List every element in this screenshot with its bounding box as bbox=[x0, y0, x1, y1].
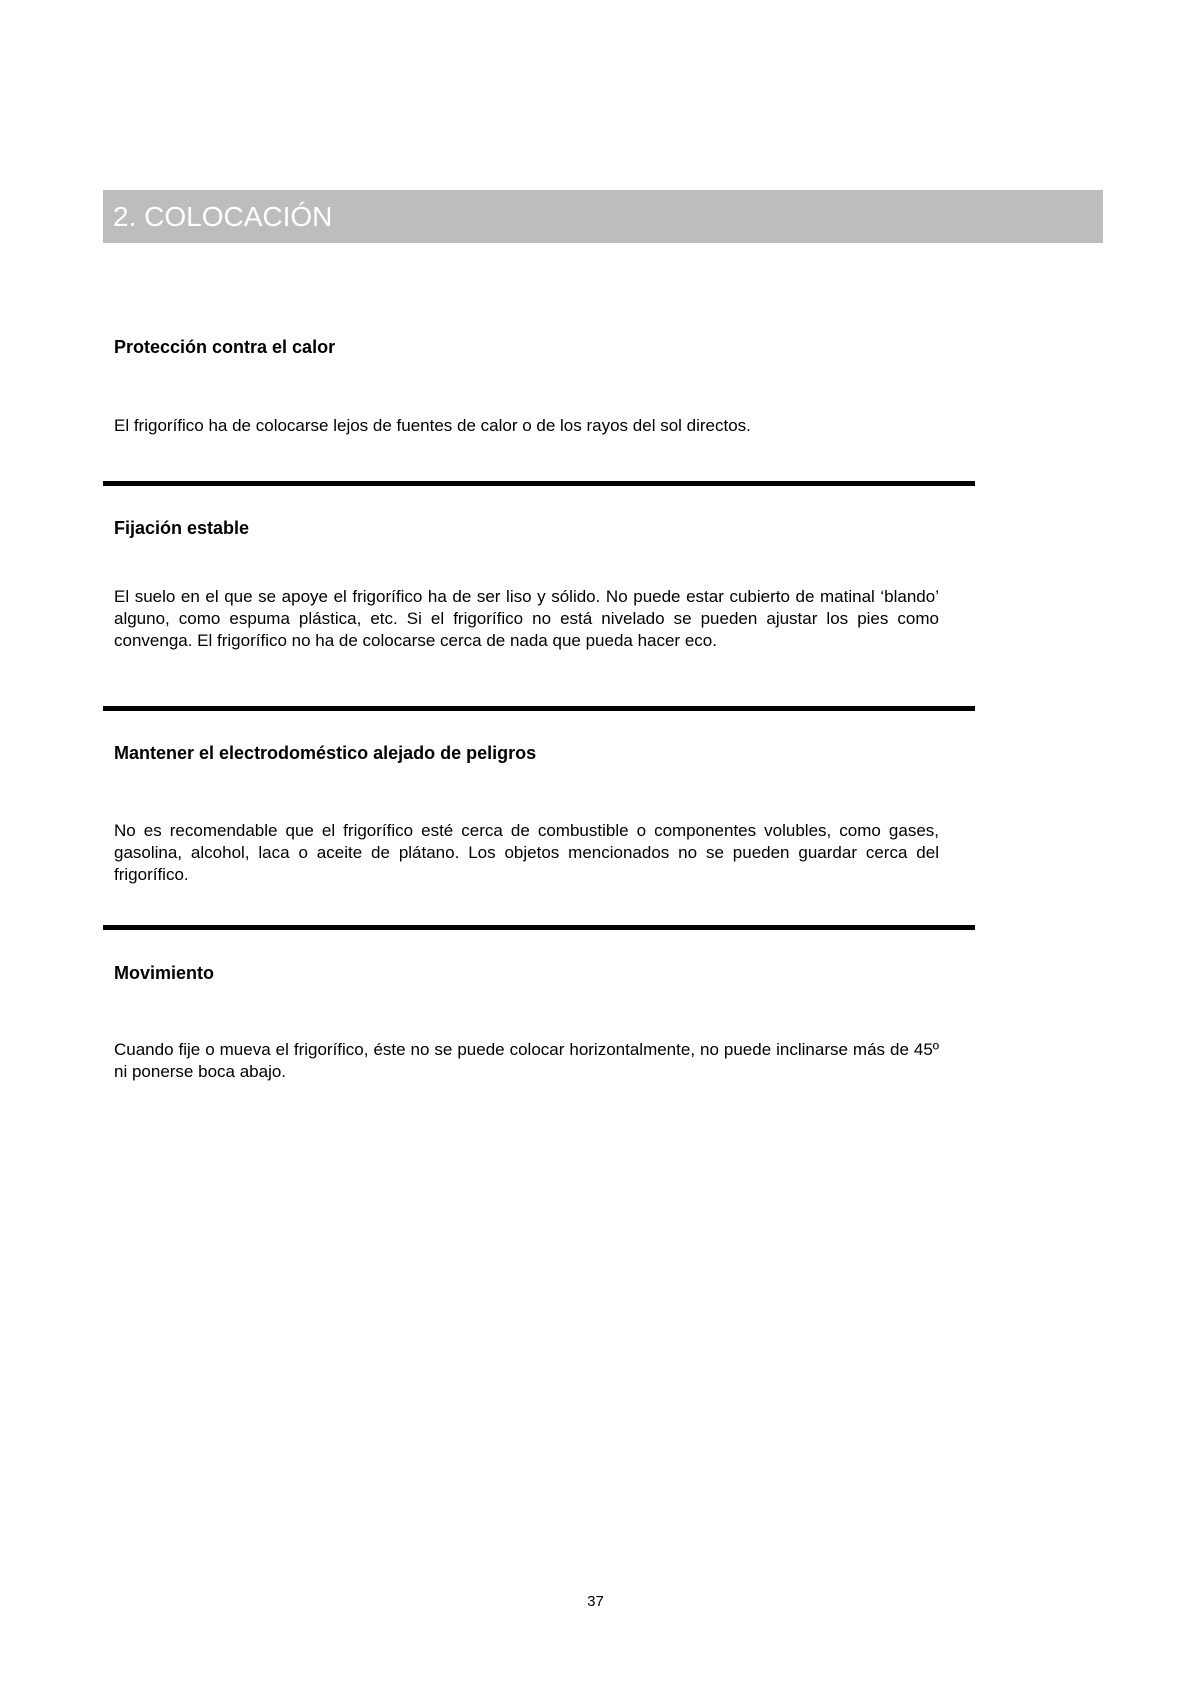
section-title-bar bbox=[103, 190, 1103, 243]
section-divider bbox=[103, 481, 975, 486]
paragraph-hazards: No es recomendable que el frigorífico esté cerca de combustible o componentes volubles, como gases, gasolina, alcohol, laca o aceite de plátano. Los objetos mencionados no se pueden guardar cerca del frigorífico. bbox=[114, 821, 939, 884]
heading-stable-fixing: Fijación estable bbox=[114, 518, 250, 538]
page-number: 37 bbox=[587, 1593, 604, 1610]
section-title: 2. COLOCACIÓN bbox=[113, 201, 333, 232]
paragraph-movement: Cuando fije o mueva el frigorífico, éste no se puede colocar horizontalmente, no puede inclinarse más de 45º ni ponerse boca abajo. bbox=[114, 1040, 939, 1081]
section-divider bbox=[103, 706, 975, 711]
paragraph-stable-fixing: El suelo en el que se apoye el frigorífico ha de ser liso y sólido. No puede estar cubierto de matinal ‘blando’ alguno, como espuma plástica, etc. Si el frigorífico no está nivelado se pueden ajustar los pies como convenga. El frigorífico no ha de colocarse cerca de nada que pueda hacer eco. bbox=[114, 587, 939, 650]
paragraph-heat-protection: El frigorífico ha de colocarse lejos de fuentes de calor o de los rayos del sol directos. bbox=[114, 416, 751, 435]
heading-hazards: Mantener el electrodoméstico alejado de peligros bbox=[114, 743, 537, 763]
section-divider bbox=[103, 925, 975, 930]
heading-heat-protection: Protección contra el calor bbox=[114, 337, 336, 357]
heading-movement: Movimiento bbox=[114, 963, 215, 983]
